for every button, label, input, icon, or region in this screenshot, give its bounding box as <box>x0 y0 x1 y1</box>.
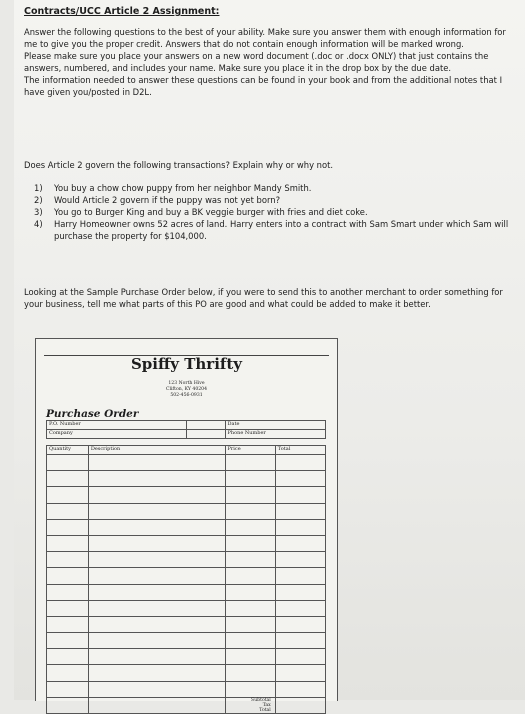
question-list <box>34 182 514 242</box>
assignment-page <box>14 0 525 713</box>
po-header-fields <box>46 420 326 439</box>
table-row <box>47 665 326 681</box>
company-label: Company <box>47 430 187 439</box>
question-text: Would Article 2 govern if the puppy was not yet born? <box>54 195 281 205</box>
po-prompt: Looking at the Sample Purchase Order below, if you were to send this to another merchant to order something for your business, tell me what parts of this PO are good and what could be added to make it better. <box>24 287 503 309</box>
company-name: Spiffy Thrifty <box>130 355 243 373</box>
quantity-header: Quantity <box>47 446 89 455</box>
question-text: You go to Burger King and buy a BK veggie burger with fries and diet coke. <box>54 207 368 217</box>
subtotal-label: Subtotal <box>251 697 271 703</box>
table-row <box>47 552 326 568</box>
purchase-order-form <box>35 338 338 713</box>
question-number: 1) <box>34 183 43 193</box>
table-row <box>47 455 326 471</box>
table-row <box>47 519 326 535</box>
grand-total-label: Total <box>259 707 271 713</box>
instructions-text: Answer the following questions to the best of your ability. Make sure you answer them with enough information for me to give you the proper credit. Answers that do not contain enough information will be marked wrong. <box>24 27 506 49</box>
po-number-label: P.O. Number <box>47 421 187 430</box>
table-row <box>47 471 326 487</box>
po-heading: Purchase Order <box>46 408 139 420</box>
question-text: You buy a chow chow puppy from her neighbor Mandy Smith. <box>54 183 312 193</box>
info-source-text: The information needed to answer these questions can be found in your book and from the additional notes that I have given you/posted in D2L. <box>24 75 503 97</box>
question-number: 4) <box>34 219 43 229</box>
field-spacer <box>186 430 225 439</box>
page-title: Contracts/UCC Article 2 Assignment: <box>24 6 220 17</box>
description-header: Description <box>88 446 225 455</box>
table-row <box>47 503 326 519</box>
table-row <box>47 600 326 616</box>
table-row <box>47 633 326 649</box>
question-item <box>34 182 514 194</box>
table-row <box>47 535 326 551</box>
table-row <box>47 584 326 600</box>
table-row <box>47 681 326 697</box>
date-label: Date <box>225 421 325 430</box>
tax-label: Tax <box>262 702 271 708</box>
question-intro: Does Article 2 govern the following transactions? Explain why or why not. <box>24 160 334 170</box>
total-header: Total <box>275 446 325 455</box>
table-row <box>47 487 326 503</box>
question-item <box>34 218 514 242</box>
table-row <box>47 649 326 665</box>
submission-text: Please make sure you place your answers on a new word document (.doc or .docx ONLY) that just contains the answers, numbered, and includes your name. Make sure you place it in the drop box by the due date. <box>24 51 489 73</box>
phone-number-label: Phone Number <box>225 430 325 439</box>
field-spacer <box>186 421 225 430</box>
question-text: Harry Homeowner owns 52 acres of land. Harry enters into a contract with Sam Smart under which Sam will purchase the property for $104,000. <box>54 219 509 241</box>
company-address-street: 123 North Hive <box>168 381 205 386</box>
company-address-city: Clifton, KY 40204 <box>165 387 208 392</box>
instructions-block <box>24 26 519 98</box>
company-phone: 502-456-0931 <box>170 393 203 398</box>
question-number: 2) <box>34 195 43 205</box>
question-item <box>34 206 514 218</box>
price-header: Price <box>225 446 275 455</box>
line-items-table <box>46 445 326 714</box>
table-row <box>47 616 326 632</box>
table-row <box>47 568 326 584</box>
question-item <box>34 194 514 206</box>
line-items-header <box>47 446 326 455</box>
question-number: 3) <box>34 207 43 217</box>
